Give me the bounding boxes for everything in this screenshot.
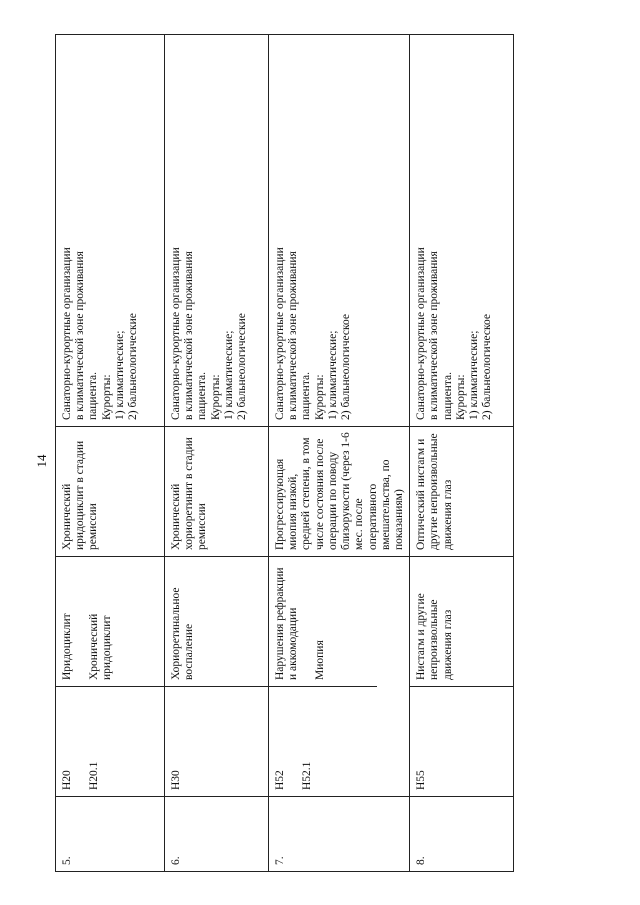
diagnosis-sub: Миопия [314,640,327,680]
icd-code-main: H55 [415,770,428,790]
treatment-line: 2) бальнеологическое [340,314,353,420]
row-number-cell [165,797,269,872]
icd-code-sub: H20.1 [88,761,101,790]
page-number: 14 [34,454,49,468]
treatment-line: Санаторно-курортные организации [170,247,182,420]
icd-code-main: H20 [61,770,73,790]
diagnosis-sub: Хронический иридоциклит [88,613,114,680]
row-number: 8. [415,856,428,865]
treatment-line: 1) климатические; [468,330,481,420]
condition-text: Прогрессирующая миопия низкой, средней степени, в том числе состояния после операции по поводу близорукости (через 1-6 мес. после оперативного вмешательства, по показаниям) [274,432,405,550]
diagnosis-main: Хориоретинальное воспаление [170,587,196,680]
treatment-line: в климатической зоне проживания [428,251,441,420]
table-row [269,35,410,872]
icd-code-sub: H52.1 [301,761,314,790]
treatment-line: 2) бальнеологические [127,313,140,420]
code-diagnosis-cell [269,557,410,797]
row-number: 5. [61,856,73,865]
treatment-line: Курорты: [313,374,326,420]
row-number-cell [410,797,514,872]
table-row [410,35,514,872]
code-diagnosis-cell [410,557,514,797]
row-number-cell [56,797,165,872]
icd-code-main: H52 [274,770,286,790]
treatment-line: 1) климатические; [222,330,235,420]
table-row [56,35,165,872]
condition-text: Хронический хориоретинит в стадии ремиссии [170,437,209,550]
treatment-line: Курорты: [100,374,113,420]
treatment-line: в климатической зоне проживания [287,251,300,420]
treatment-line: в климатической зоне проживания [74,251,87,420]
treatment-line: Санаторно-курортные организации [61,247,73,420]
code-diagnosis-cell [56,557,165,797]
condition-cell [56,427,165,557]
condition-cell [410,427,514,557]
treatment-line: пациента. [441,372,454,420]
diagnosis-main: Иридоциклит [61,613,73,680]
condition-text: Хронический иридоциклит в стадии ремиссии [61,440,100,550]
treatment-cell [165,35,269,427]
treatment-line: пациента. [87,372,100,420]
icd-code-main: H30 [170,770,182,790]
treatment-line: в климатической зоне проживания [183,251,196,420]
treatment-line: Санаторно-курортные организации [415,247,428,420]
diagnosis-main: Нарушения рефракции и аккомодации [274,567,300,680]
treatment-line: пациента. [300,372,313,420]
diagnosis-main: Нистагм и другие непроизвольные движения глаз [415,593,454,680]
resort-indications-table [55,34,514,872]
treatment-line: 1) климатические; [326,330,339,420]
treatment-line: 2) бальнеологическое [481,314,494,420]
rotated-table-container [55,35,494,872]
row-number: 7. [274,856,286,865]
row-number-cell [269,797,410,872]
condition-cell [165,427,269,557]
table-row [165,35,269,872]
treatment-line: 2) бальнеологические [236,313,249,420]
treatment-cell [56,35,165,427]
row-number: 6. [170,856,182,865]
treatment-line: пациента. [196,372,209,420]
treatment-cell [410,35,514,427]
condition-cell [269,427,410,557]
condition-text: Оптический нистагм и другие непроизвольные движения глаз [415,433,454,550]
treatment-line: Санаторно-курортные организации [274,247,286,420]
treatment-line: Курорты: [454,374,467,420]
treatment-cell [269,35,410,427]
treatment-line: 1) климатические; [113,330,126,420]
code-diagnosis-cell [165,557,269,797]
treatment-line: Курорты: [209,374,222,420]
